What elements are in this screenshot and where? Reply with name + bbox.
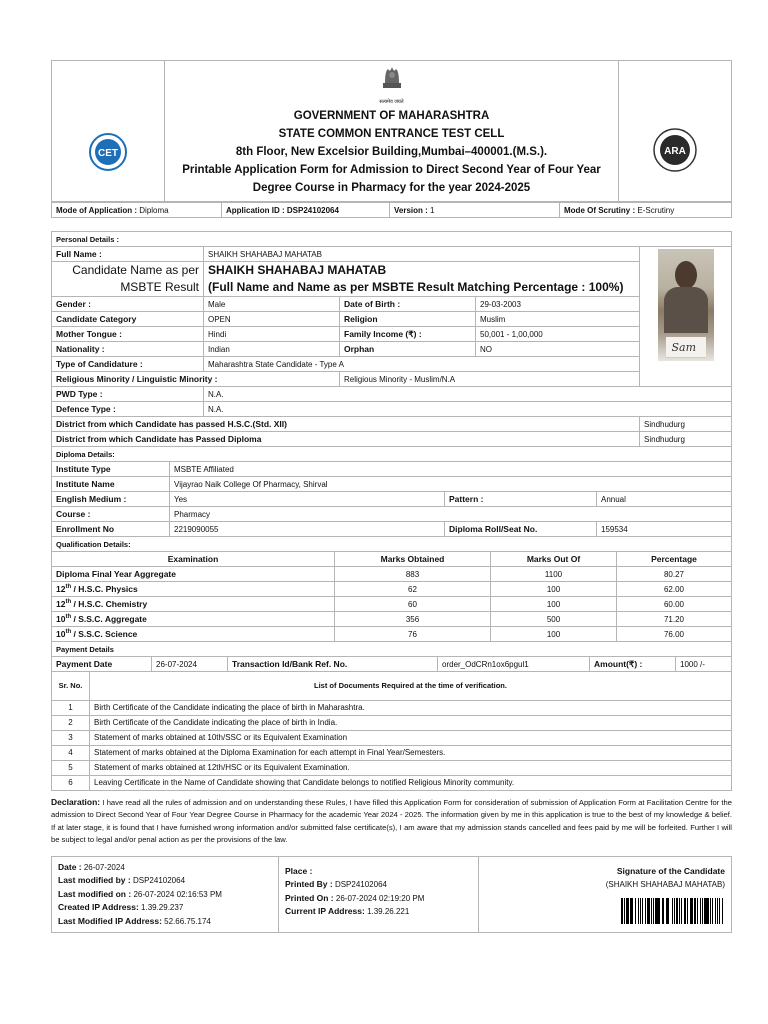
document-sr-no: 1 (52, 700, 90, 715)
qual-examination: 12th / H.S.C. Physics (52, 582, 335, 597)
document-sr-no: 6 (52, 775, 90, 790)
religion-value: Muslim (476, 312, 640, 327)
qual-marks-out-of: 100 (491, 627, 617, 642)
category-label: Candidate Category (52, 312, 204, 327)
footer-printed-on: 26-07-2024 02:19:20 PM (335, 893, 425, 903)
qual-marks-obtained: 883 (335, 567, 491, 582)
amount-label: Amount(₹) : (590, 657, 676, 672)
pwd-label: PWD Type : (52, 387, 204, 402)
footer-current-ip: 1.39.26.221 (367, 907, 410, 916)
qualification-section-title: Qualification Details: (52, 537, 732, 552)
emblem-caption: सत्यमेव जयते (379, 99, 404, 105)
qualification-row (52, 627, 732, 642)
barcode (485, 898, 725, 924)
pattern-value: Annual (597, 492, 732, 507)
nationality-value: Indian (204, 342, 340, 357)
qual-percentage: 60.00 (617, 597, 732, 612)
minority-value: Religious Minority - Muslim/N.A (340, 372, 640, 387)
course-label: Course : (52, 507, 170, 522)
qual-percentage: 71.20 (617, 612, 732, 627)
msbte-name-value (204, 262, 640, 297)
minority-label: Religious Minority / Linguistic Minority : (52, 372, 340, 387)
qual-header-outof: Marks Out Of (491, 552, 617, 567)
institute-type-value: MSBTE Affiliated (170, 462, 732, 477)
document-description: Birth Certificate of the Candidate indicating the place of birth in India. (90, 715, 732, 730)
full-name-label: Full Name : (52, 247, 204, 262)
dob-label: Date of Birth : (340, 297, 476, 312)
document-description: Birth Certificate of the Candidate indicating the place of birth in Maharashtra. (90, 700, 732, 715)
mode-of-scrutiny: Mode Of Scrutiny : E-Scrutiny (560, 203, 732, 218)
qual-marks-out-of: 100 (491, 582, 617, 597)
personal-section-title: Personal Details : (52, 232, 732, 247)
signature-name: (SHAIKH SHAHABAJ MAHATAB) (605, 880, 725, 889)
footer-modified-by: DSP24102064 (132, 876, 186, 885)
qualification-table (51, 537, 732, 642)
document-row (52, 700, 732, 715)
qual-examination: 10th / S.S.C. Aggregate (52, 612, 335, 627)
payment-date-label: Payment Date (52, 657, 152, 672)
cet-logo-text: CET (98, 148, 118, 159)
document-description: Statement of marks obtained at 10th/SSC or its Equivalent Examination (90, 730, 732, 745)
diploma-district-label: District from which Candidate has Passed Diploma (52, 432, 640, 447)
pwd-value: N.A. (204, 387, 732, 402)
english-medium-value: Yes (170, 492, 445, 507)
header-line-1: GOVERNMENT OF MAHARASHTRA (293, 110, 490, 122)
nationality-label: Nationality : (52, 342, 204, 357)
qual-header-obtained: Marks Obtained (335, 552, 491, 567)
defence-value: N.A. (204, 402, 732, 417)
header-line-2: STATE COMMON ENTRANCE TEST CELL (278, 128, 505, 140)
diploma-details-table (51, 447, 732, 537)
payment-table (51, 642, 732, 672)
qual-marks-obtained: 60 (335, 597, 491, 612)
course-value: Pharmacy (170, 507, 732, 522)
qual-marks-obtained: 76 (335, 627, 491, 642)
seat-no-value: 159534 (597, 522, 732, 537)
qualification-row (52, 612, 732, 627)
footer-audit-block: Date : 26-07-2024 Last modified by : DSP24102064 Last modified on : 26-07-2024 02:16:53 PM Created IP Address: 1.39.29.237 Last Modified IP Address: 52.66.75.174 (52, 856, 279, 933)
footer-date: 26-07-2024 (83, 862, 125, 872)
amount-value: 1000 /- (676, 657, 732, 672)
document-description: Statement of marks obtained at the Diploma Examination for each attempt in Final Year/Semesters. (90, 745, 732, 760)
documents-table (51, 672, 732, 791)
defence-label: Defence Type : (52, 402, 204, 417)
mode-of-application: Mode of Application : Diploma (52, 203, 222, 218)
document-description: Leaving Certificate in the Name of Candidate showing that Candidate belongs to notified Religious Minority community. (90, 775, 732, 790)
ara-logo-text: ARA (664, 146, 686, 157)
candidature-label: Type of Candidature : (52, 357, 204, 372)
meta-row (51, 202, 732, 218)
footer-signature-block (479, 856, 732, 933)
document-row (52, 715, 732, 730)
category-value: OPEN (204, 312, 340, 327)
declaration-text: I have read all the rules of admission and on understanding these Rules, I have filled this Application Form for consideration of submission of Application Form at Facilitation Centre for the admission to Direct Second Year of Four Year Degree Course in Pharmacy for the academic Year 2024 - 2025. The information given by me in this application is true to the best of my knowledge & belief. If at later stage, it is found that I have furnished wrong information and/or submitted false certificate(s), I am aware that my admission stands cancelled and fees paid by me will be forfeited. Further I will be subject to legal and/or penal action as per the provisions of the law. (51, 797, 732, 844)
footer-printed-by: DSP24102064 (334, 880, 387, 889)
documents-title: List of Documents Required at the time of verification. (90, 672, 732, 700)
qual-header-percentage: Percentage (617, 552, 732, 567)
transaction-value: order_OdCRn1ox6pgul1 (438, 657, 590, 672)
gender-label: Gender : (52, 297, 204, 312)
hsc-district-label: District from which Candidate has passed H.S.C.(Std. XII) (52, 417, 640, 432)
footer-created-ip: 1.39.29.237 (141, 903, 184, 912)
mother-tongue-value: Hindi (204, 327, 340, 342)
document-sr-no: 4 (52, 745, 90, 760)
english-medium-label: English Medium : (52, 492, 170, 507)
payment-section-title: Payment Details (52, 642, 732, 657)
footer-table (51, 856, 732, 934)
institute-type-label: Institute Type (52, 462, 170, 477)
photo-signature: Sam (671, 341, 697, 354)
religion-label: Religion (340, 312, 476, 327)
institute-name-value: Vijayrao Naik College Of Pharmacy, Shirval (170, 477, 732, 492)
hsc-district-value: Sindhudurg (640, 417, 732, 432)
document-sr-no: 3 (52, 730, 90, 745)
header-line-3: 8th Floor, New Excelsior Building,Mumbai–400001.(M.S.). (235, 146, 548, 158)
candidature-value: Maharashtra State Candidate - Type A (204, 357, 640, 372)
personal-details-table (51, 231, 732, 447)
cet-logo (52, 61, 165, 202)
document-sr-no: 5 (52, 760, 90, 775)
candidate-photo (640, 247, 732, 387)
orphan-value: NO (476, 342, 640, 357)
application-form (51, 60, 732, 933)
footer-modified-ip: 52.66.75.174 (164, 916, 211, 926)
header-line-5: Degree Course in Pharmacy for the year 2024-2025 (252, 182, 531, 194)
qual-marks-out-of: 1100 (491, 567, 617, 582)
diploma-district-value: Sindhudurg (640, 432, 732, 447)
qual-marks-out-of: 500 (491, 612, 617, 627)
application-id: Application ID : DSP24102064 (222, 203, 390, 218)
qual-marks-obtained: 62 (335, 582, 491, 597)
document-description: Statement of marks obtained at 12th/HSC or its Equivalent Examination. (90, 760, 732, 775)
document-row (52, 775, 732, 790)
qual-percentage: 80.27 (617, 567, 732, 582)
signature-label: Signature of the Candidate (616, 865, 725, 876)
document-sr-no: 2 (52, 715, 90, 730)
transaction-label: Transaction Id/Bank Ref. No. (228, 657, 438, 672)
form-header (51, 60, 732, 202)
gender-value: Male (204, 297, 340, 312)
msbte-name-label: Candidate Name as per MSBTE Result (52, 262, 204, 297)
qualification-row (52, 597, 732, 612)
enrollment-label: Enrollment No (52, 522, 170, 537)
dob-value: 29-03-2003 (476, 297, 640, 312)
family-income-label: Family Income (₹) : (340, 327, 476, 342)
footer-modified-on: 26-07-2024 02:16:53 PM (133, 889, 222, 899)
documents-sr-header: Sr. No. (52, 672, 90, 700)
ara-logo (619, 61, 732, 202)
footer-print-block: Place : Printed By : DSP24102064 Printed On : 26-07-2024 02:19:20 PM Current IP Address: 1.39.26.221 (279, 856, 479, 933)
version: Version : 1 (390, 203, 560, 218)
diploma-section-title: Diploma Details: (52, 447, 732, 462)
qual-percentage: 76.00 (617, 627, 732, 642)
qual-examination: 12th / H.S.C. Chemistry (52, 597, 335, 612)
msbte-match: (Full Name and Name as per MSBTE Result Matching Percentage : 100%) (208, 280, 624, 294)
mother-tongue-label: Mother Tongue : (52, 327, 204, 342)
qualification-row (52, 582, 732, 597)
qual-marks-obtained: 356 (335, 612, 491, 627)
orphan-label: Orphan (340, 342, 476, 357)
document-row (52, 730, 732, 745)
enrollment-value: 2219090055 (170, 522, 445, 537)
msbte-name: SHAIKH SHAHABAJ MAHATAB (208, 263, 387, 277)
header-title-block (165, 61, 619, 202)
declaration-label: Declaration: (51, 796, 101, 807)
family-income-value: 50,001 - 1,00,000 (476, 327, 640, 342)
qual-examination: 10th / S.S.C. Science (52, 627, 335, 642)
header-line-4: Printable Application Form for Admission to Direct Second Year of Four Year (182, 164, 601, 176)
qual-header-examination: Examination (52, 552, 335, 567)
qual-percentage: 62.00 (617, 582, 732, 597)
document-row (52, 745, 732, 760)
payment-date-value: 26-07-2024 (152, 657, 228, 672)
qual-marks-out-of: 100 (491, 597, 617, 612)
institute-name-label: Institute Name (52, 477, 170, 492)
document-row (52, 760, 732, 775)
pattern-label: Pattern : (445, 492, 597, 507)
declaration (51, 796, 732, 847)
emblem-icon (165, 63, 618, 105)
seat-no-label: Diploma Roll/Seat No. (445, 522, 597, 537)
qual-examination: Diploma Final Year Aggregate (52, 567, 335, 582)
full-name-value: SHAIKH SHAHABAJ MAHATAB (204, 247, 640, 262)
qualification-row (52, 567, 732, 582)
